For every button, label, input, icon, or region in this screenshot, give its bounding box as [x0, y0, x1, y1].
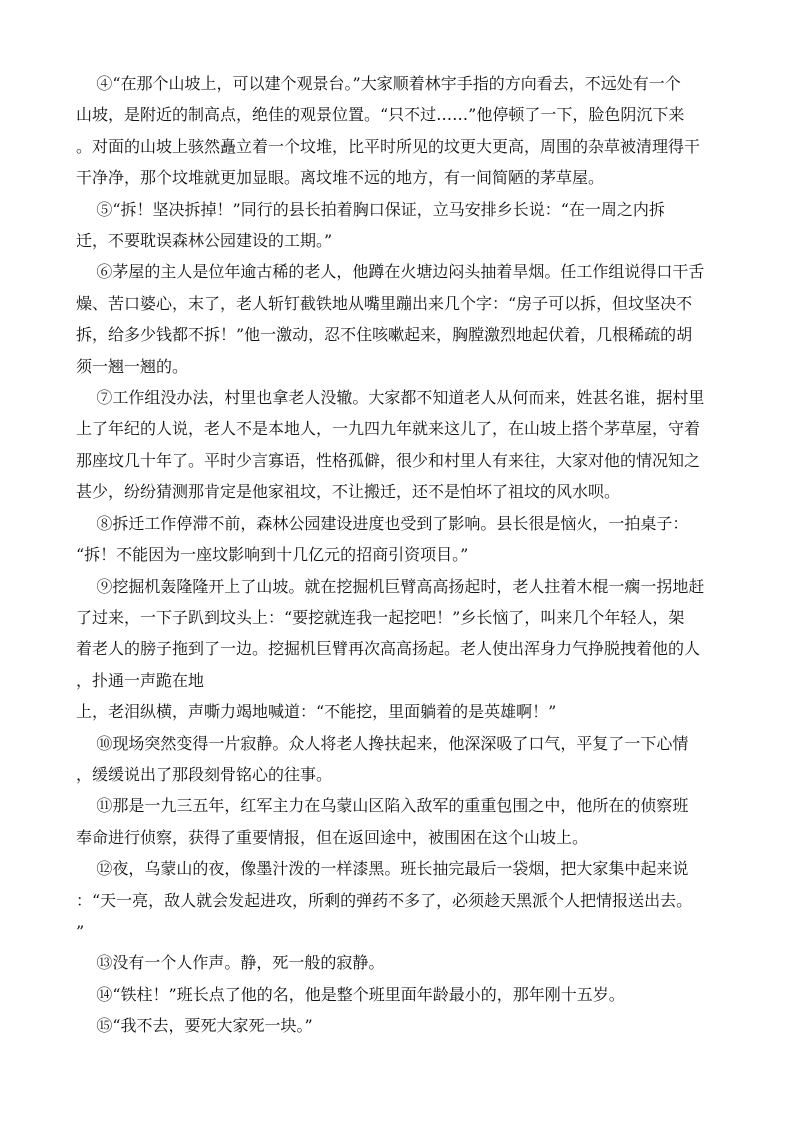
text-line: 燥、苦口婆心，末了，老人斩钉截铁地从嘴里蹦出来几个字：“房子可以拆，但坟坚决不 — [76, 293, 693, 313]
text-line: 迁，不要耽误森林公园建设的工期。” — [76, 231, 333, 251]
story-text — [76, 68, 718, 1042]
text-line: ⑤“拆！坚决拆掉！”同行的县长拍着胸口保证，立马安排乡长说：“在一周之内拆 — [76, 199, 665, 219]
text-line: ⑬没有一个人作声。静，死一般的寂静。 — [76, 953, 385, 973]
text-line: ⑨挖掘机轰隆隆开上了山坡。就在挖掘机巨臂高高扬起时，老人拄着木棍一瘸一拐地赶 — [76, 576, 705, 596]
text-line: ⑦工作组没办法，村里也拿老人没辙。大家都不知道老人从何而来，姓甚名谁，据村里 — [76, 388, 705, 408]
text-line: ，缓缓说出了那段刻骨铭心的往事。 — [76, 764, 333, 784]
text-line: 奉命进行侦察，获得了重要情报，但在返回途中，被围困在这个山坡上。 — [76, 827, 589, 847]
text-line: ⑩现场突然变得一片寂静。众人将老人搀扶起来，他深深吸了口气，平复了一下心情 — [76, 733, 689, 753]
text-line: 上，老泪纵横，声嘶力竭地喊道：“不能挖，里面躺着的是英雄啊！” — [76, 702, 557, 722]
text-line: 甚少，纷纷猜测那肯定是他家祖坟，不让搬迁，还不是怕坏了祖坟的风水呗。 — [76, 482, 621, 502]
text-line: 。对面的山坡上骇然矗立着一个坟堆，比平时所见的坟更大更高，周围的杂草被清理得干 — [76, 136, 701, 156]
text-line: 了过来，一下子趴到坟头上：“要挖就连我一起挖吧！”乡长恼了，叫来几个年轻人，架 — [76, 607, 685, 627]
text-line: ④“在那个山坡上，可以建个观景台。”大家顺着林宇手指的方向看去，不远处有一个 — [76, 74, 681, 93]
text-line: ⑭“铁柱！”班长点了他的名，他是整个班里面年龄最小的，那年刚十五岁。 — [76, 984, 625, 1004]
text-line: ⑧拆迁工作停滞不前，森林公园建设进度也受到了影响。县长很是恼火，一拍桌子： — [76, 513, 689, 533]
text-line: ⑪那是一九三五年，红军主力在乌蒙山区陷入敌军的重重包围之中，他所在的侦察班 — [76, 796, 689, 816]
text-line: ” — [76, 921, 85, 941]
text-line: 须一翘一翘的。 — [76, 356, 189, 376]
text-line: 干净净，那个坟堆就更加显眼。离坟堆不远的地方，有一间简陋的茅草屋。 — [76, 168, 605, 188]
text-line: ⑮“我不去，要死大家死一块。” — [76, 1016, 313, 1036]
text-line: 山坡，是附近的制高点，绝佳的观景位置。“只不过……”他停顿了一下，脸色阴沉下来 — [76, 105, 685, 125]
text-line: ，扑通一声跪在地 — [76, 670, 205, 690]
text-line: 上了年纪的人说，老人不是本地人，一九四九年就来这儿了，在山坡上搭个茅草屋，守着 — [76, 419, 701, 439]
text-line: ⑫夜，乌蒙山的夜，像墨汁泼的一样漆黑。班长抽完最后一袋烟，把大家集中起来说 — [76, 859, 689, 879]
text-line: 拆，给多少钱都不拆！”他一激动，忍不住咳嗽起来，胸膛激烈地起伏着，几根稀疏的胡 — [76, 325, 693, 345]
text-line: ：“天一亮，敌人就会发起进攻，所剩的弹药不多了，必须趁天黑派个人把情报送出去。 — [76, 890, 693, 910]
text-line: 那座坟几十年了。平时少言寡语，性格孤僻，很少和村里人有来往，大家对他的情况知之 — [76, 450, 701, 470]
text-line: 着老人的膀子拖到了一边。挖掘机巨臂再次高高扬起。老人使出浑身力气挣脱拽着他的人 — [76, 639, 701, 659]
text-line: “拆！不能因为一座坟影响到十几亿元的招商引资项目。” — [76, 545, 469, 565]
text-line: ⑥茅屋的主人是位年逾古稀的老人，他蹲在火塘边闷头抽着旱烟。任工作组说得口干舌 — [76, 262, 705, 282]
